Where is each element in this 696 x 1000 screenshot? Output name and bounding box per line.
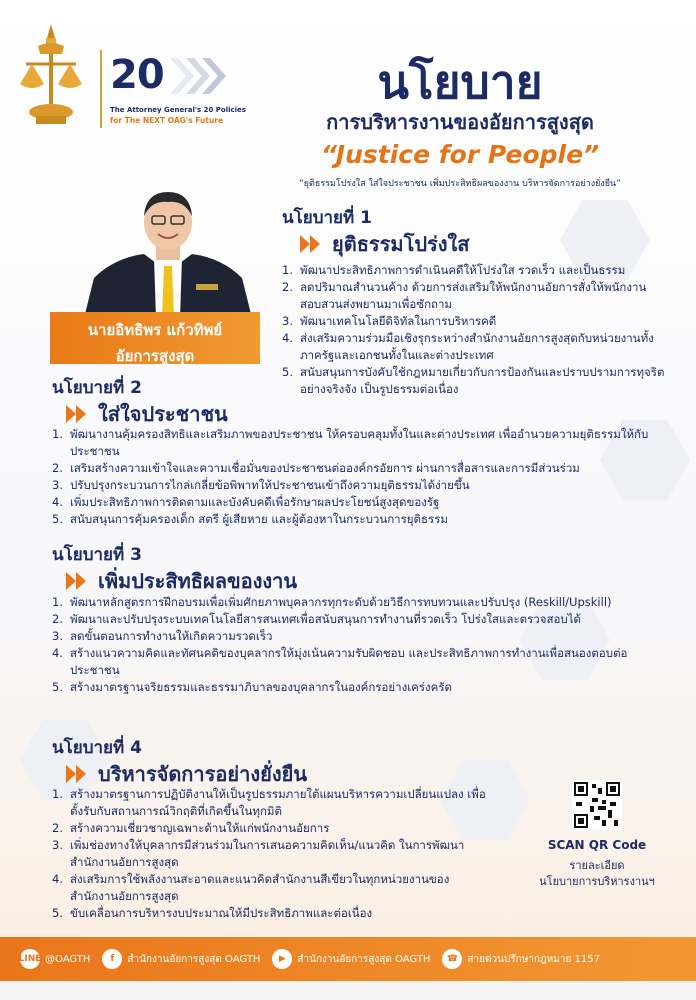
list-item: 4. สร้างแนวความคิดและทัศนคติของบุคลากรให้มุ่งเน้นความรับผิดชอบ และประสิทธิภาพการทำงานเพื่อสนองตอบต่อประชาชน — [52, 646, 628, 677]
footer-bar — [0, 937, 696, 981]
qr-code[interactable] — [572, 780, 622, 830]
person-name: นายอิทธิพร แก้วทิพย์ — [87, 321, 223, 339]
policy-4-heading-text: บริหารจัดการอย่างยั่งยืน — [98, 762, 307, 786]
double-arrow-icon — [66, 765, 90, 783]
list-item: 2. เสริมสร้างความเข้าใจและความเชื่อมั่นของประชาชนต่อองค์กรอัยการ ผ่านการสื่อสารและการมีส่วนร่วม — [52, 461, 580, 475]
page-subtitle: การบริหารงานของอัยการสูงสุด — [326, 110, 594, 134]
footer-facebook[interactable]: f สำนักงานอัยการสูงสุด OAGTH — [102, 949, 260, 969]
list-item: 1. พัฒนาหลักสูตรการฝึกอบรมเพื่อเพิ่มศักยภาพบุคลากรทุกระดับด้วยวิธีการทบทวนและปรับปรุง (Reskill/Upskill) — [52, 595, 612, 609]
policy-2-list — [52, 426, 672, 528]
attorney-general-portrait — [84, 188, 252, 318]
list-item: 5. สนับสนุนการบังคับใช้กฎหมายเกี่ยวกับการป้องกันและปราบปรามการทุจริตอย่างจริงจัง เป็นรูปธรรมต่อเนื่อง — [282, 365, 665, 396]
list-item: 4. ส่งเสริมความร่วมมือเชิงรุกระหว่างสำนักงานอัยการสูงสุดกับหน่วยงานทั้งภาครัฐและเอกชนทั้งในและต่างประเทศ — [282, 331, 654, 362]
tagline-line1: The Attorney General's 20 Policies — [110, 106, 246, 114]
line-icon: LINE — [20, 949, 40, 969]
list-item: 4. เพิ่มประสิทธิภาพการติดตามและบังคับคดีเพื่อรักษาผลประโยชน์สูงสุดของรัฐ — [52, 495, 440, 509]
chevron-arrows-icon — [168, 56, 226, 96]
footer-line[interactable]: LINE @OAGTH — [20, 949, 90, 969]
list-item: 1. พัฒนางานคุ้มครองสิทธิและเสริมภาพของประชาชน ให้ครอบคลุมทั้งในและต่างประเทศ เพื่ออำนวยความยุติธรรมให้กับประชาชน — [52, 427, 649, 458]
policy-1-heading — [300, 228, 470, 260]
list-item: 2. สร้างความเชี่ยวชาญเฉพาะด้านให้แก่พนักงานอัยการ — [52, 821, 330, 835]
policy-4-list — [52, 786, 492, 922]
policy-count: 20 — [110, 52, 164, 98]
policy-3-list — [52, 594, 672, 696]
list-item: 5. สนับสนุนการคุ้มครองเด็ก สตรี ผู้เสียหาย และผู้ต้องหาในกระบวนการยุติธรรม — [52, 512, 448, 526]
qr-title: SCAN QR Code — [547, 838, 647, 852]
policy-4-label: นโยบายที่ 4 — [52, 738, 142, 758]
double-arrow-icon — [66, 405, 90, 423]
policy-2-label: นโยบายที่ 2 — [52, 378, 142, 398]
policy-3-label: นโยบายที่ 3 — [52, 545, 142, 565]
list-item: 3. เพิ่มช่องทางให้บุคลากรมีส่วนร่วมในการเสนอความคิดเห็น/แนวคิด ในการพัฒนาสำนักงานอัยการสูงสุด — [52, 838, 465, 869]
footer-hotline[interactable]: ☎ สายด่วนปรึกษากฎหมาย 1157 — [442, 949, 600, 969]
policy-1-list — [282, 262, 672, 398]
oag-emblem-icon — [16, 20, 86, 130]
list-item: 3. ปรับปรุงกระบวนการไกล่เกลี่ยข้อพิพาทให้ประชาชนเข้าถึงความยุติธรรมได้ง่ายขึ้น — [52, 478, 470, 492]
phone-icon: ☎ — [442, 949, 462, 969]
list-item: 5. ขับเคลื่อนการบริหารงบประมาณให้มีประสิทธิภาพและต่อเนื่อง — [52, 906, 373, 920]
double-arrow-icon — [300, 235, 324, 253]
page-title: นโยบาย — [377, 55, 543, 109]
youtube-icon: ▶ — [272, 949, 292, 969]
person-position: อัยการสูงสุด — [115, 347, 195, 365]
motto: “ยุติธรรมโปร่งใส ใส่ใจประชาชน เพิ่มประสิทธิผลของงาน บริหารจัดการอย่างยั่งยืน” — [299, 179, 621, 189]
policy-1-heading-text: ยุติธรรมโปร่งใส — [332, 232, 470, 256]
qr-caption-2: นโยบายการบริหารงานฯ — [539, 875, 655, 888]
double-arrow-icon — [66, 572, 90, 590]
list-item: 2. ลดปริมาณสำนวนค้าง ด้วยการส่งเสริมให้พนักงานอัยการสั่งให้พนักงานสอบสวนส่งพยานมาเพื่อซักถาม — [282, 280, 647, 311]
header-divider — [100, 50, 102, 128]
slogan: “Justice for People” — [320, 140, 600, 169]
list-item: 1. สร้างมาตรฐานการปฏิบัติงานให้เป็นรูปธรรมภายใต้แผนบริหารความเปลี่ยนแปลง เพื่อตั้งรับกับสถานการณ์วิกฤติที่เกิดขึ้นในทุกมิติ — [52, 787, 486, 818]
facebook-icon: f — [102, 949, 122, 969]
name-plate — [50, 312, 260, 364]
policy-3-heading-text: เพิ่มประสิทธิผลของงาน — [98, 569, 298, 593]
list-item: 2. พัฒนาและปรับปรุงระบบเทคโนโลยีสารสนเทศเพื่อสนับสนุนการทำงานที่รวดเร็ว โปร่งใสและตรวจสอบได้ — [52, 612, 581, 626]
policy-2-heading-text: ใส่ใจประชาชน — [98, 402, 228, 426]
policy-3-heading — [66, 565, 297, 597]
list-item: 1. พัฒนาประสิทธิภาพการดำเนินคดีให้โปร่งใส รวดเร็ว และเป็นธรรม — [282, 263, 626, 277]
list-item: 3. พัฒนาเทคโนโลยีดิจิทัลในการบริหารคดี — [282, 314, 497, 328]
tagline-line2: for The NEXT OAG's Future — [110, 116, 224, 125]
list-item: 4. ส่งเสริมการใช้พลังงานสะอาดและแนวคิดสำนักงานสีเขียวในทุกหน่วยงานของสำนักงานอัยการสูงสุด — [52, 872, 450, 903]
policy-1-label: นโยบายที่ 1 — [282, 208, 372, 228]
list-item: 3. ลดขั้นตอนการทำงานให้เกิดความรวดเร็ว — [52, 629, 273, 643]
footer-youtube[interactable]: ▶ สำนักงานอัยการสูงสุด OAGTH — [272, 949, 430, 969]
qr-caption-1: รายละเอียด — [569, 859, 625, 872]
list-item: 5. สร้างมาตรฐานจริยธรรมและธรรมาภิบาลของบุคลากรในองค์กรอย่างเคร่งครัด — [52, 680, 452, 694]
